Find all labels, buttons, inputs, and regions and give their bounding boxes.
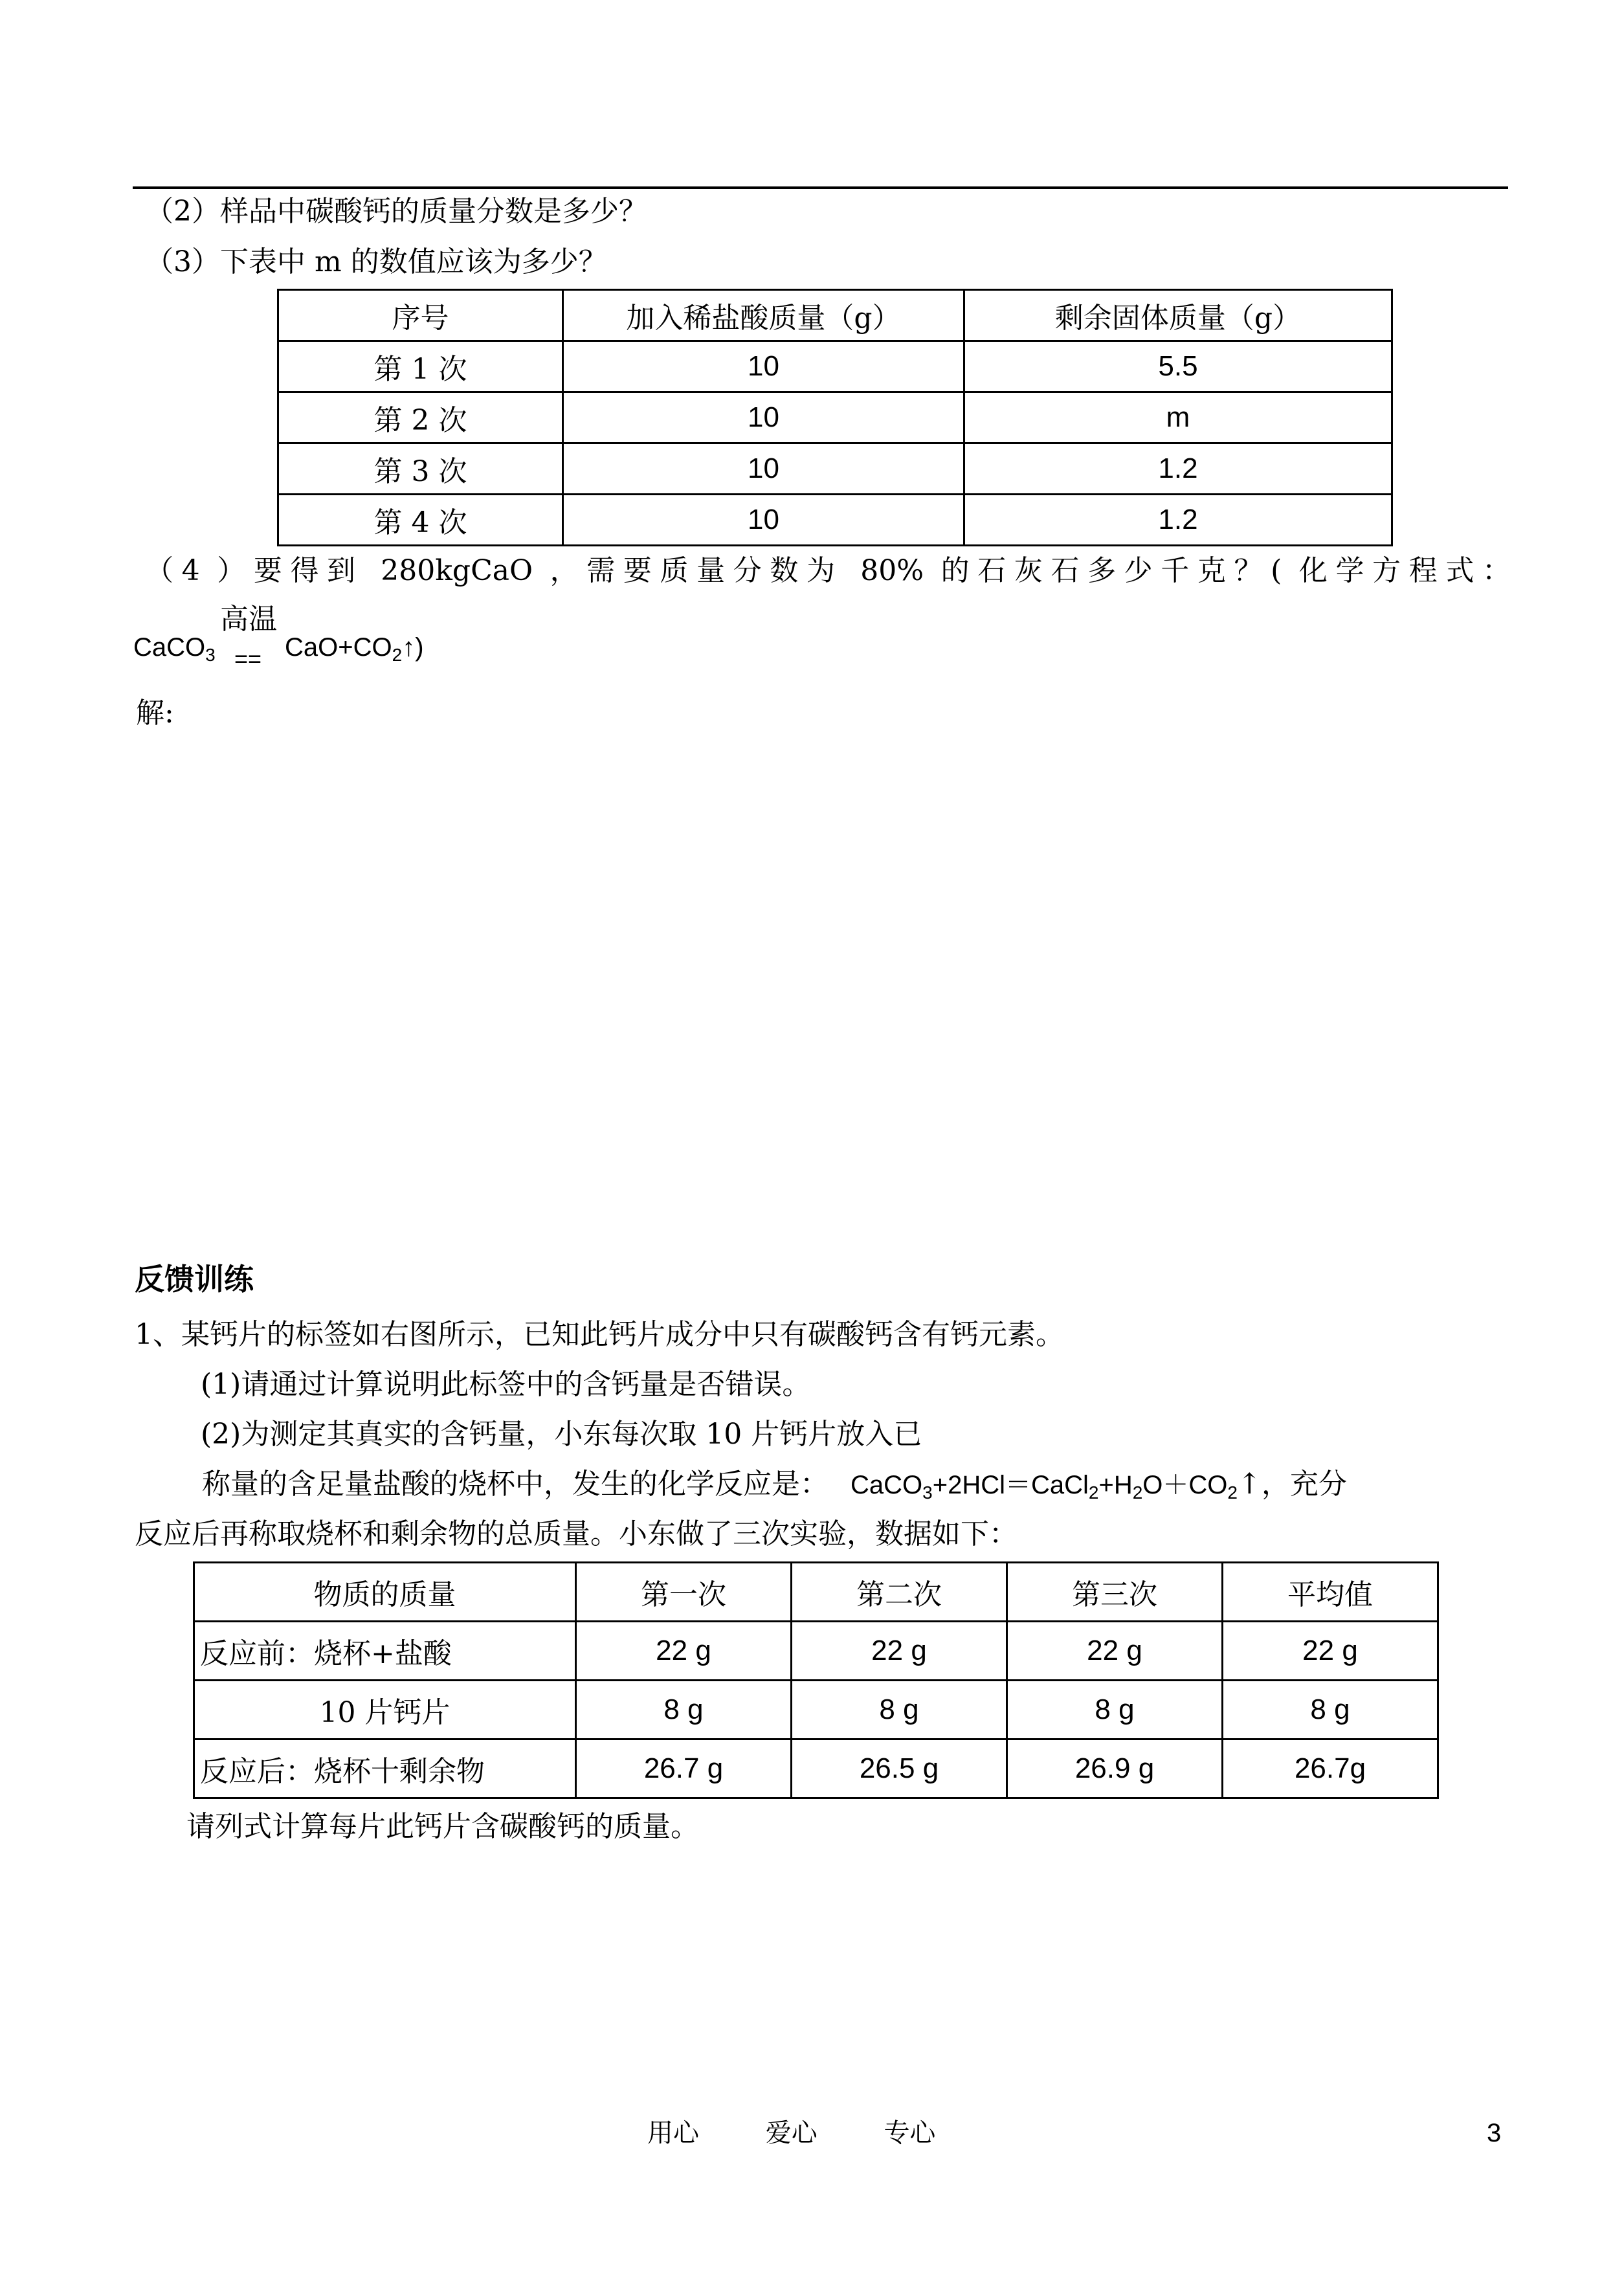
table-row xyxy=(194,1681,1438,1739)
table-cell: 26.5 g xyxy=(792,1739,1007,1798)
eq-right-sub: 2 xyxy=(392,645,403,665)
table-cell: 第 3 次 xyxy=(278,443,563,495)
reaction-equation: $CaCO_3+2HCl=CaCl_2+H_2O+CO_2$ xyxy=(851,1471,1238,1503)
section-heading: 反馈训练 xyxy=(135,1262,254,1297)
table-header-cell: 序号 xyxy=(278,290,563,341)
table-cell: m xyxy=(964,392,1392,443)
footer-motto xyxy=(647,2120,935,2146)
table-cell: 第 1 次 xyxy=(278,341,563,392)
table-cell: 8 g xyxy=(1007,1681,1223,1739)
table-cell: 22 g xyxy=(792,1622,1007,1681)
feedback-reaction-line xyxy=(202,1468,1347,1503)
table-header-cell: 物质的质量 xyxy=(194,1563,576,1622)
table-header-cell: 第三次 xyxy=(1007,1563,1223,1622)
table-cell: 8 g xyxy=(792,1681,1007,1739)
page-number: 3 xyxy=(1487,2119,1502,2147)
table-cell: 5.5 xyxy=(964,341,1392,392)
eq-condition: 高温 xyxy=(220,603,277,636)
solution-label: 解: xyxy=(136,697,174,730)
table-cell: 第 4 次 xyxy=(278,495,563,546)
eq-sign: == xyxy=(234,645,262,672)
table-remaining-solid xyxy=(277,289,1393,546)
feedback-problem-1: 1、某钙片的标签如右图所示，已知此钙片成分中只有碳酸钙含有钙元素。 xyxy=(135,1318,1064,1351)
eq-left: CaCO xyxy=(133,633,206,662)
table-row xyxy=(278,392,1392,443)
table-cell: 10 xyxy=(563,341,964,392)
question-3: （3）下表中 m 的数值应该为多少？ xyxy=(145,245,607,278)
table-row xyxy=(194,1739,1438,1798)
eq-left-sub: 3 xyxy=(205,645,216,665)
table-cell: 22 g xyxy=(576,1622,792,1681)
eq-right-group xyxy=(285,633,424,665)
table-row xyxy=(278,495,1392,546)
table-cell: 1.2 xyxy=(964,443,1392,495)
table-row xyxy=(278,443,1392,495)
table-cell: 10 xyxy=(563,443,964,495)
table-cell: 1.2 xyxy=(964,495,1392,546)
table-row xyxy=(194,1622,1438,1681)
table-header-row xyxy=(278,290,1392,341)
eq-right: CaO+CO xyxy=(285,633,392,662)
table-header-cell: 加入稀盐酸质量（g） xyxy=(563,290,964,341)
table-header-cell: 第一次 xyxy=(576,1563,792,1622)
table-experiment-data xyxy=(193,1561,1439,1799)
table-cell: 22 g xyxy=(1007,1622,1223,1681)
footer-word: 专心 xyxy=(884,2118,936,2148)
feedback-part-1: (1)请通过计算说明此标签中的含钙量是否错误。 xyxy=(201,1368,811,1401)
feedback-question: 请列式计算每片此钙片含碳酸钙的质量。 xyxy=(186,1810,699,1843)
table-cell: 10 xyxy=(563,495,964,546)
table-header-cell: 平均值 xyxy=(1223,1563,1438,1622)
table-header-cell: 剩余固体质量（g） xyxy=(964,290,1392,341)
table-cell: 第 2 次 xyxy=(278,392,563,443)
table-cell: 10 片钙片 xyxy=(194,1681,576,1739)
table-cell: 10 xyxy=(563,392,964,443)
header-rule xyxy=(133,186,1508,189)
footer-word: 爱心 xyxy=(765,2118,818,2148)
table-cell: 反应后：烧杯十剩余物 xyxy=(194,1739,576,1798)
table-cell: 22 g xyxy=(1223,1622,1438,1681)
footer-word: 用心 xyxy=(647,2118,699,2148)
table-cell: 26.7 g xyxy=(576,1739,792,1798)
feedback-data-intro: 反应后再称取烧杯和剩余物的总质量。小东做了三次实验，数据如下： xyxy=(135,1517,1018,1550)
table-cell: 8 g xyxy=(1223,1681,1438,1739)
question-4: （4 ）要得到 280kgCaO ，需要质量分数为 80% 的石灰石多少千克？( 化学方程式： xyxy=(145,554,1511,587)
table-cell: 反应前：烧杯+盐酸 xyxy=(194,1622,576,1681)
table-cell: 8 g xyxy=(576,1681,792,1739)
reaction-intro: 称量的含足量盐酸的烧杯中，发生的化学反应是： xyxy=(202,1468,829,1501)
reaction-tail: ↑，充分 xyxy=(1238,1468,1347,1501)
question-2: （2）样品中碳酸钙的质量分数是多少？ xyxy=(145,195,647,228)
eq-arrow: ↑) xyxy=(402,633,424,662)
table-row xyxy=(278,341,1392,392)
feedback-part-2: (2)为测定其真实的含钙量，小东每次取 10 片钙片放入已 xyxy=(201,1418,922,1451)
table-cell: 26.9 g xyxy=(1007,1739,1223,1798)
table-cell: 26.7g xyxy=(1223,1739,1438,1798)
equation-calcination xyxy=(133,633,216,665)
table-header-row xyxy=(194,1563,1438,1622)
table-header-cell: 第二次 xyxy=(792,1563,1007,1622)
